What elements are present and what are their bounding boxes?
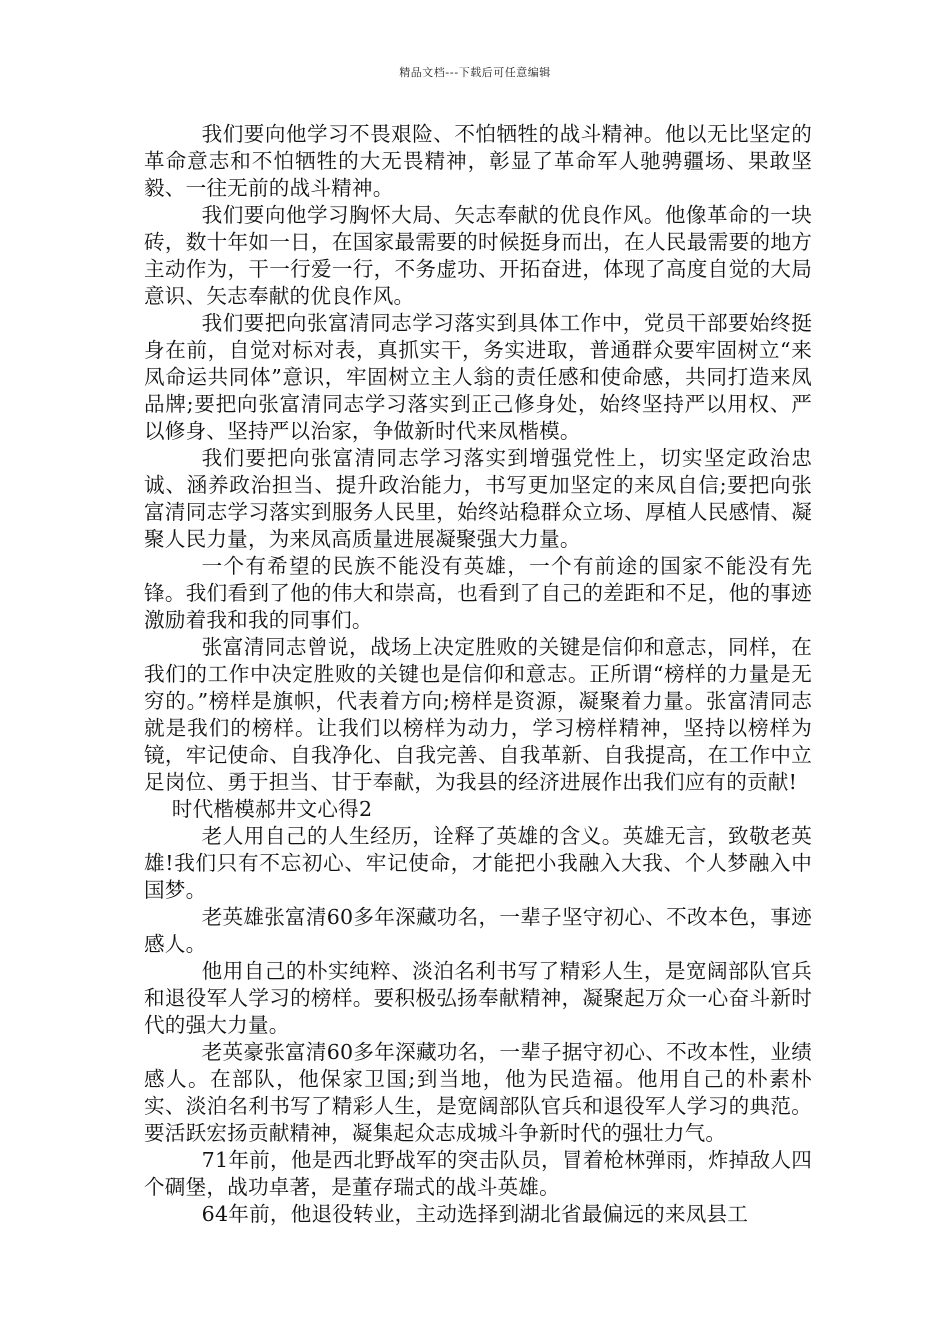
paragraph: 我们要向他学习胸怀大局、矢志奉献的优良作风。他像革命的一块砖，数十年如一日，在国家最需要的时候挺身而出，在人民最需要的地方主动作为，干一行爱一行，不务虚功、开拓奋进，体现了高度自觉的大局意识、矢志奉献的优良作风。: [144, 203, 812, 308]
paragraph: 我们要把向张富清同志学习落实到增强党性上，切实坚定政治忠诚、涵养政治担当、提升政治能力，书写更加坚定的来凤自信;要把向张富清同志学习落实到服务人民里，始终站稳群众立场、厚植人民感情、凝聚人民力量，为来凤高质量进展凝聚强大力量。: [144, 446, 812, 551]
paragraph: 一个有希望的民族不能没有英雄，一个有前途的国家不能没有先锋。我们看到了他的伟大和崇高，也看到了自己的差距和不足，他的事迹激励着我和我的同事们。: [144, 554, 812, 632]
paragraph: 老英豪张富清60多年深藏功名，一辈子据守初心、不改本性，业绩感人。在部队，他保家卫国;到当地，他为民造福。他用自己的朴素朴实、淡泊名利书写了精彩人生，是宽阔部队官兵和退役军人学习的典范。要活跃宏扬贡献精神，凝集起众志成城斗争新时代的强壮力气。: [144, 1040, 812, 1145]
paragraph: 他用自己的朴实纯粹、淡泊名利书写了精彩人生，是宽阔部队官兵和退役军人学习的榜样。要积极弘扬奉献精神，凝聚起万众一心奋斗新时代的强大力量。: [144, 959, 812, 1037]
paragraph: 71年前，他是西北野战军的突击队员，冒着枪林弹雨，炸掉敌人四个碉堡，战功卓著，是董存瑞式的战斗英雄。: [144, 1148, 812, 1199]
paragraph: 64年前，他退役转业，主动选择到湖北省最偏远的来凤县工: [201, 1202, 749, 1226]
paragraph: 我们要向他学习不畏艰险、不怕牺牲的战斗精神。他以无比坚定的革命意志和不怕牺牲的大无畏精神，彰显了革命军人驰骋疆场、果敢坚毅、一往无前的战斗精神。: [144, 122, 812, 200]
paragraph: 我们要把向张富清同志学习落实到具体工作中，党员干部要始终挺身在前，自觉对标对表，真抓实干，务实进取，普通群众要牢固树立“来凤命运共同体”意识，牢固树立主人翁的责任感和使命感，共同打造来凤品牌;要把向张富清同志学习落实到正己修身处，始终坚持严以用权、严以修身、坚持严以治家，争做新时代来凤楷模。: [144, 311, 812, 443]
paragraph: 张富清同志曾说，战场上决定胜败的关键是信仰和意志，同样，在我们的工作中决定胜败的关键也是信仰和意志。正所谓“榜样的力量是无穷的。”榜样是旗帜，代表着方向;榜样是资源，凝聚着力量。张富清同志就是我们的榜样。让我们以榜样为动力，学习榜样精神，坚持以榜样为镜，牢记使命、自我净化、自我完善、自我革新、自我提高，在工作中立足岗位、勇于担当、甘于奉献，为我县的经济进展作出我们应有的贡献!: [144, 635, 812, 794]
page-header: 精品文档---下载后可任意编辑: [399, 66, 551, 79]
section-heading: 时代楷模郝井文心得2: [171, 797, 373, 821]
document-body: [144, 121, 812, 1228]
paragraph: 老英雄张富清60多年深藏功名，一辈子坚守初心、不改本色，事迹感人。: [144, 905, 812, 956]
paragraph: 老人用自己的人生经历，诠释了英雄的含义。英雄无言，致敬老英雄!我们只有不忘初心、牢记使命，才能把小我融入大我、个人梦融入中国梦。: [144, 824, 812, 902]
